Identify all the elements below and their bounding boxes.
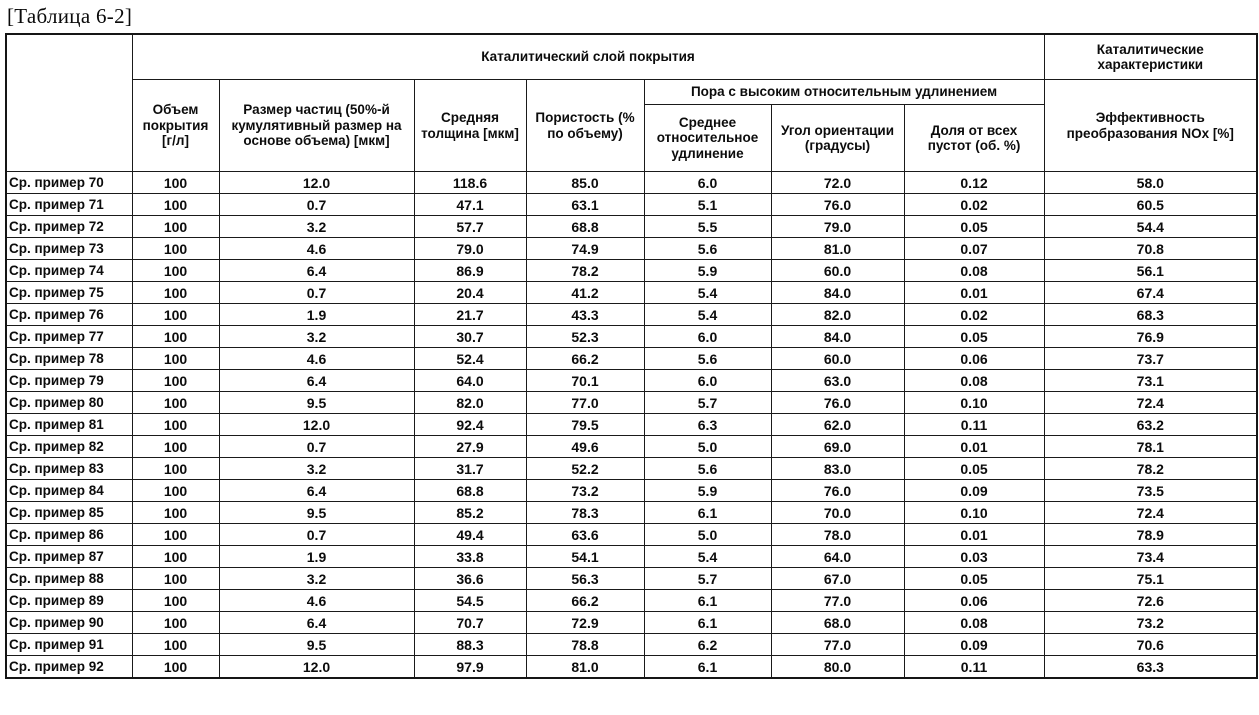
table-cell: 0.09 [904, 480, 1044, 502]
table-cell: 0.01 [904, 282, 1044, 304]
table-cell: 36.6 [414, 568, 526, 590]
table-cell: 72.0 [771, 172, 904, 194]
table-cell: 63.0 [771, 370, 904, 392]
col-header-nox-efficiency: Эффективность преобразования NOx [%] [1044, 80, 1257, 172]
table-cell: 0.05 [904, 326, 1044, 348]
table-cell: 54.5 [414, 590, 526, 612]
table-cell: 97.9 [414, 656, 526, 679]
table-cell: 70.8 [1044, 238, 1257, 260]
table-cell: 92.4 [414, 414, 526, 436]
table-cell: 60.0 [771, 260, 904, 282]
table-cell: 63.3 [1044, 656, 1257, 679]
table-row [6, 326, 1257, 348]
table-cell: 0.7 [219, 524, 414, 546]
group-header-catalytic-layer: Каталитический слой покрытия [132, 34, 1044, 80]
row-label: Ср. пример 84 [6, 480, 132, 502]
table-cell: 78.9 [1044, 524, 1257, 546]
table-cell: 70.6 [1044, 634, 1257, 656]
table-cell: 100 [132, 172, 219, 194]
table-cell: 88.3 [414, 634, 526, 656]
table-cell: 0.05 [904, 568, 1044, 590]
table-cell: 72.4 [1044, 502, 1257, 524]
col-header-particle-size: Размер частиц (50%-й кумулятивный размер на основе объема) [мкм] [219, 80, 414, 172]
table-cell: 78.2 [1044, 458, 1257, 480]
table-cell: 0.11 [904, 656, 1044, 679]
table-cell: 100 [132, 458, 219, 480]
table-cell: 6.1 [644, 612, 771, 634]
table-cell: 49.6 [526, 436, 644, 458]
col-header-orientation-angle: Угол ориентации (градусы) [771, 105, 904, 172]
table-cell: 4.6 [219, 238, 414, 260]
table-cell: 0.09 [904, 634, 1044, 656]
table-cell: 54.4 [1044, 216, 1257, 238]
table-cell: 67.4 [1044, 282, 1257, 304]
table-cell: 9.5 [219, 634, 414, 656]
table-cell: 68.3 [1044, 304, 1257, 326]
row-label: Ср. пример 91 [6, 634, 132, 656]
table-cell: 62.0 [771, 414, 904, 436]
table-cell: 3.2 [219, 326, 414, 348]
table-cell: 9.5 [219, 392, 414, 414]
header-row-columns [6, 80, 1257, 105]
table-cell: 33.8 [414, 546, 526, 568]
table-row [6, 590, 1257, 612]
row-label: Ср. пример 76 [6, 304, 132, 326]
table-cell: 58.0 [1044, 172, 1257, 194]
table-cell: 0.05 [904, 216, 1044, 238]
table-cell: 52.3 [526, 326, 644, 348]
table-cell: 0.08 [904, 370, 1044, 392]
row-label: Ср. пример 87 [6, 546, 132, 568]
table-cell: 75.1 [1044, 568, 1257, 590]
catalytic-layer-table [5, 33, 1258, 679]
table-row [6, 370, 1257, 392]
table-cell: 5.4 [644, 546, 771, 568]
table-cell: 80.0 [771, 656, 904, 679]
table-cell: 82.0 [771, 304, 904, 326]
table-cell: 76.0 [771, 392, 904, 414]
table-cell: 5.4 [644, 282, 771, 304]
table-cell: 12.0 [219, 656, 414, 679]
table-row [6, 414, 1257, 436]
table-cell: 84.0 [771, 326, 904, 348]
table-cell: 68.8 [414, 480, 526, 502]
table-cell: 0.06 [904, 590, 1044, 612]
row-label: Ср. пример 71 [6, 194, 132, 216]
table-cell: 69.0 [771, 436, 904, 458]
table-cell: 6.4 [219, 260, 414, 282]
table-cell: 100 [132, 414, 219, 436]
table-cell: 0.02 [904, 194, 1044, 216]
table-cell: 4.6 [219, 590, 414, 612]
table-row [6, 238, 1257, 260]
table-cell: 6.1 [644, 502, 771, 524]
table-cell: 81.0 [771, 238, 904, 260]
table-header [6, 34, 1257, 172]
table-cell: 3.2 [219, 458, 414, 480]
table-cell: 77.0 [771, 590, 904, 612]
table-row [6, 260, 1257, 282]
table-row [6, 436, 1257, 458]
table-cell: 12.0 [219, 172, 414, 194]
table-cell: 66.2 [526, 590, 644, 612]
table-cell: 73.4 [1044, 546, 1257, 568]
table-cell: 56.3 [526, 568, 644, 590]
row-label: Ср. пример 83 [6, 458, 132, 480]
table-cell: 3.2 [219, 568, 414, 590]
col-header-average-relative-elongation: Среднее относительное удлинение [644, 105, 771, 172]
table-cell: 0.7 [219, 282, 414, 304]
table-cell: 100 [132, 502, 219, 524]
row-label: Ср. пример 74 [6, 260, 132, 282]
table-cell: 49.4 [414, 524, 526, 546]
table-cell: 100 [132, 216, 219, 238]
table-cell: 0.7 [219, 194, 414, 216]
table-cell: 41.2 [526, 282, 644, 304]
table-cell: 6.4 [219, 370, 414, 392]
table-cell: 12.0 [219, 414, 414, 436]
table-cell: 100 [132, 238, 219, 260]
table-cell: 54.1 [526, 546, 644, 568]
table-cell: 100 [132, 370, 219, 392]
col-header-porosity: Пористость (% по объему) [526, 80, 644, 172]
table-cell: 72.4 [1044, 392, 1257, 414]
row-label: Ср. пример 73 [6, 238, 132, 260]
table-cell: 6.0 [644, 370, 771, 392]
table-cell: 5.7 [644, 568, 771, 590]
table-cell: 1.9 [219, 304, 414, 326]
table-row [6, 524, 1257, 546]
table-cell: 63.1 [526, 194, 644, 216]
table-cell: 6.4 [219, 480, 414, 502]
table-cell: 3.2 [219, 216, 414, 238]
table-cell: 0.02 [904, 304, 1044, 326]
table-cell: 4.6 [219, 348, 414, 370]
table-cell: 83.0 [771, 458, 904, 480]
table-cell: 0.08 [904, 260, 1044, 282]
table-cell: 52.4 [414, 348, 526, 370]
table-cell: 76.0 [771, 480, 904, 502]
table-cell: 6.0 [644, 172, 771, 194]
group-header-high-elongation-pore: Пора с высоким относительным удлинением [644, 80, 1044, 105]
table-cell: 72.9 [526, 612, 644, 634]
col-header-coating-volume: Объем покрытия [г/л] [132, 80, 219, 172]
table-cell: 27.9 [414, 436, 526, 458]
page-title: [Таблица 6-2] [7, 4, 133, 28]
table-cell: 57.7 [414, 216, 526, 238]
table-cell: 0.01 [904, 524, 1044, 546]
table-cell: 78.8 [526, 634, 644, 656]
table-cell: 70.0 [771, 502, 904, 524]
row-label: Ср. пример 86 [6, 524, 132, 546]
table-cell: 100 [132, 524, 219, 546]
table-cell: 100 [132, 612, 219, 634]
table-cell: 79.0 [771, 216, 904, 238]
table-cell: 0.11 [904, 414, 1044, 436]
table-cell: 0.08 [904, 612, 1044, 634]
table-cell: 73.2 [1044, 612, 1257, 634]
table-cell: 100 [132, 348, 219, 370]
row-label: Ср. пример 82 [6, 436, 132, 458]
table-cell: 100 [132, 304, 219, 326]
table-cell: 79.0 [414, 238, 526, 260]
table-cell: 70.1 [526, 370, 644, 392]
row-label: Ср. пример 80 [6, 392, 132, 414]
table-cell: 9.5 [219, 502, 414, 524]
table-cell: 100 [132, 282, 219, 304]
table-cell: 100 [132, 194, 219, 216]
table-cell: 78.1 [1044, 436, 1257, 458]
col-header-void-fraction: Доля от всех пустот (об. %) [904, 105, 1044, 172]
row-label: Ср. пример 89 [6, 590, 132, 612]
table-cell: 100 [132, 546, 219, 568]
table-cell: 60.5 [1044, 194, 1257, 216]
table-cell: 82.0 [414, 392, 526, 414]
table-cell: 77.0 [771, 634, 904, 656]
table-cell: 100 [132, 568, 219, 590]
corner-empty-cell [6, 34, 132, 172]
table-cell: 6.0 [644, 326, 771, 348]
table-body [6, 172, 1257, 679]
table-cell: 31.7 [414, 458, 526, 480]
table-cell: 81.0 [526, 656, 644, 679]
table-cell: 78.0 [771, 524, 904, 546]
table-cell: 68.0 [771, 612, 904, 634]
table-row [6, 480, 1257, 502]
row-label: Ср. пример 79 [6, 370, 132, 392]
table-cell: 0.03 [904, 546, 1044, 568]
table-cell: 5.6 [644, 458, 771, 480]
table-cell: 5.4 [644, 304, 771, 326]
col-header-average-thickness: Средняя толщина [мкм] [414, 80, 526, 172]
table-cell: 1.9 [219, 546, 414, 568]
table-cell: 100 [132, 634, 219, 656]
table-cell: 63.2 [1044, 414, 1257, 436]
table-cell: 78.2 [526, 260, 644, 282]
table-cell: 85.2 [414, 502, 526, 524]
table-row [6, 282, 1257, 304]
table-cell: 100 [132, 392, 219, 414]
table-row [6, 172, 1257, 194]
row-label: Ср. пример 81 [6, 414, 132, 436]
table-cell: 47.1 [414, 194, 526, 216]
table-cell: 5.9 [644, 260, 771, 282]
table-cell: 0.10 [904, 392, 1044, 414]
table-cell: 63.6 [526, 524, 644, 546]
table-row [6, 656, 1257, 679]
table-cell: 52.2 [526, 458, 644, 480]
table-cell: 0.05 [904, 458, 1044, 480]
table-cell: 6.1 [644, 656, 771, 679]
table-row [6, 458, 1257, 480]
table-cell: 5.6 [644, 238, 771, 260]
table-cell: 5.0 [644, 436, 771, 458]
table-cell: 0.7 [219, 436, 414, 458]
table-cell: 43.3 [526, 304, 644, 326]
table-cell: 86.9 [414, 260, 526, 282]
table-row [6, 634, 1257, 656]
table-cell: 72.6 [1044, 590, 1257, 612]
row-label: Ср. пример 78 [6, 348, 132, 370]
row-label: Ср. пример 88 [6, 568, 132, 590]
table-cell: 5.1 [644, 194, 771, 216]
table-cell: 56.1 [1044, 260, 1257, 282]
table-cell: 5.0 [644, 524, 771, 546]
row-label: Ср. пример 72 [6, 216, 132, 238]
table-cell: 73.1 [1044, 370, 1257, 392]
table-row [6, 194, 1257, 216]
table-cell: 5.9 [644, 480, 771, 502]
table-cell: 100 [132, 656, 219, 679]
table-cell: 73.7 [1044, 348, 1257, 370]
table-row [6, 502, 1257, 524]
group-header-catalytic-characteristics: Каталитические характеристики [1044, 34, 1257, 80]
table-row [6, 392, 1257, 414]
table-cell: 118.6 [414, 172, 526, 194]
table-cell: 70.7 [414, 612, 526, 634]
table-cell: 21.7 [414, 304, 526, 326]
row-label: Ср. пример 92 [6, 656, 132, 679]
table-cell: 64.0 [771, 546, 904, 568]
table-cell: 6.3 [644, 414, 771, 436]
table-cell: 0.10 [904, 502, 1044, 524]
header-row-groups [6, 34, 1257, 80]
table-cell: 76.9 [1044, 326, 1257, 348]
table-cell: 100 [132, 590, 219, 612]
table-cell: 0.12 [904, 172, 1044, 194]
table-row [6, 304, 1257, 326]
row-label: Ср. пример 90 [6, 612, 132, 634]
table-cell: 78.3 [526, 502, 644, 524]
table-cell: 68.8 [526, 216, 644, 238]
table-cell: 66.2 [526, 348, 644, 370]
table-cell: 74.9 [526, 238, 644, 260]
row-label: Ср. пример 85 [6, 502, 132, 524]
table-cell: 0.07 [904, 238, 1044, 260]
table-cell: 100 [132, 260, 219, 282]
table-cell: 5.7 [644, 392, 771, 414]
table-cell: 0.06 [904, 348, 1044, 370]
table-row [6, 612, 1257, 634]
table-cell: 6.2 [644, 634, 771, 656]
table-cell: 67.0 [771, 568, 904, 590]
table-cell: 79.5 [526, 414, 644, 436]
table-row [6, 216, 1257, 238]
table-cell: 100 [132, 480, 219, 502]
table-cell: 76.0 [771, 194, 904, 216]
table-row [6, 568, 1257, 590]
table-cell: 77.0 [526, 392, 644, 414]
table-cell: 73.2 [526, 480, 644, 502]
table-cell: 0.01 [904, 436, 1044, 458]
table-cell: 6.4 [219, 612, 414, 634]
table-cell: 60.0 [771, 348, 904, 370]
table-cell: 5.6 [644, 348, 771, 370]
table-row [6, 348, 1257, 370]
table-cell: 84.0 [771, 282, 904, 304]
table-cell: 73.5 [1044, 480, 1257, 502]
table-cell: 6.1 [644, 590, 771, 612]
row-label: Ср. пример 77 [6, 326, 132, 348]
table-cell: 64.0 [414, 370, 526, 392]
table-cell: 100 [132, 436, 219, 458]
table-cell: 20.4 [414, 282, 526, 304]
table-cell: 5.5 [644, 216, 771, 238]
row-label: Ср. пример 70 [6, 172, 132, 194]
table-cell: 100 [132, 326, 219, 348]
table-row [6, 546, 1257, 568]
table-cell: 85.0 [526, 172, 644, 194]
table-cell: 30.7 [414, 326, 526, 348]
row-label: Ср. пример 75 [6, 282, 132, 304]
